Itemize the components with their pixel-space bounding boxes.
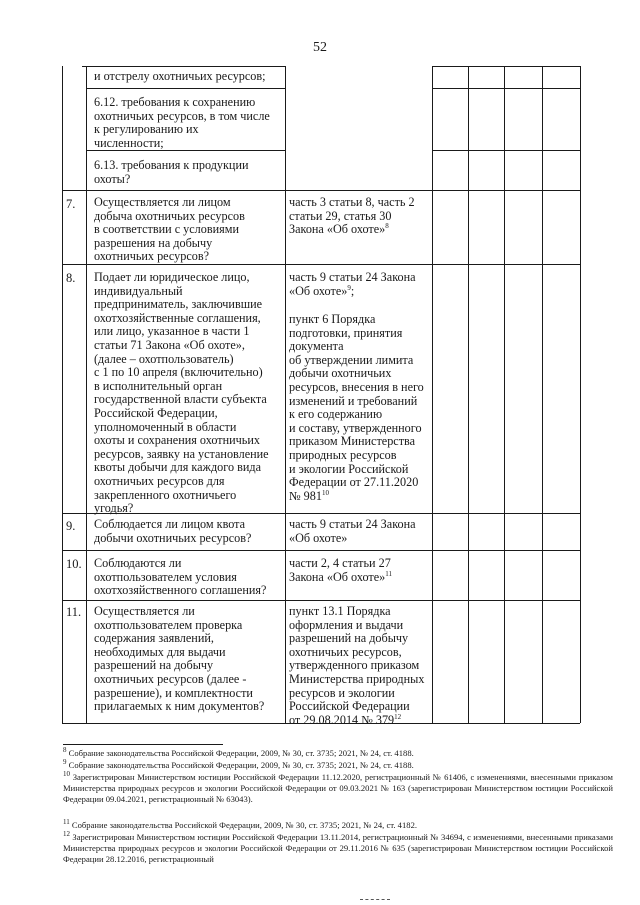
legal-basis-text: пункт 6 Порядка подготовки, принятия документа об утверждении лимита добычи охотничьих ресурсов, внесения в него изменений и требований к его содержанию и составу, утвержденного приказом Министерства природных ресурсов и экологии Российской Федерации от 27.11.2020 № 981 [289,312,424,503]
question-text: Соблюдаются ли охотпользователем условия охотхозяйственного соглашения? [94,556,267,598]
page-number: 52 [313,40,327,55]
legal-basis [289,605,431,727]
footnote-mark: 11 [63,818,70,827]
footnote [63,760,613,771]
footnote-mark: 9 [63,758,67,767]
legal-basis [289,313,431,503]
table-border-top [82,66,285,67]
footnote [63,820,613,831]
row-number: 10. [66,557,82,571]
legal-basis [289,196,431,237]
question-text: 6.12. требования к сохранению охотничьих ресурсов, в том числе к регулированию их численности; [94,95,270,150]
question-text: Соблюдается ли лицом квота добычи охотничьих ресурсов? [94,517,252,545]
question-text: Подает ли юридическое лицо, индивидуальный предприниматель, заключившие охотхозяйственные соглашения, или лицо, указанное в части 1 статьи 71 Закона «Об охоте», (далее – охотпользователь) с 1 по 10 апреля (включительно) в исполнительный орган государственной власти субъекта Российской Федерации, уполномоченный в области охоты и сохранения охотничьих ресурсов, заявку на установление квоты добычи для каждого вида охотничьих ресурсов для закрепленного охотничьего угодья? [94,270,269,516]
footnote [63,832,613,865]
footnote-separator [63,744,223,745]
legal-basis-tail: ; [350,283,355,298]
footnote-text: Зарегистрирован Министерством юстиции Российской Федерации 13.11.2014, регистрационный № 34694, с изменениями, внесенными приказами Министерства природных ресурсов и экологии Российской Федерации от 29.11.2016 № 635 (зарегистрирован Министерством юстиции Российской Федерации 28.12.2016, регистрационный [63,832,613,865]
row-number: 11. [66,605,82,619]
row-number: 9. [66,519,76,533]
footnote [63,748,613,759]
row-number: 7. [66,197,76,211]
column-line [542,66,543,723]
column-line [432,66,433,723]
question-text: 6.13. требования к продукции охоты? [94,158,249,186]
row-divider [433,150,580,151]
legal-basis-text: пункт 13.1 Порядка оформления и выдачи разрешений на добычу охотничьих ресурсов, утвержденного приказом Министерства природных ресурсов и экологии Российской Федерации от 29.08.2014 № 379 [289,604,425,727]
row-divider [62,264,580,265]
legal-basis: часть 9 статьи 24 Закона «Об охоте» [289,517,416,545]
footnote-text: Собрание законодательства Российской Федерации, 2009, № 30, ст. 3735; 2021, № 24, ст. 4188. [66,748,414,758]
footnote-ref: 10 [321,488,329,497]
footnote-text: Собрание законодательства Российской Федерации, 2009, № 30, ст. 3735; 2021, № 24, ст. 4188. [66,760,414,770]
table-border-top-right [432,66,580,67]
row-number: 8. [66,271,76,285]
column-line [504,66,505,723]
footnote-ref: 11 [385,569,392,578]
legal-basis [289,271,431,298]
footnote-ref: 8 [385,222,389,231]
question-text: и отстрелу охотничьих ресурсов; [94,69,266,83]
row-divider [433,88,580,89]
footnote [63,772,613,805]
column-line [86,66,87,723]
column-line [62,66,63,723]
legal-basis-text: части 2, 4 статьи 27 Закона «Об охоте» [289,556,391,584]
legal-basis-text: часть 3 статьи 8, часть 2 статьи 29, статья 30 Закона «Об охоте» [289,195,415,237]
question-text: Осуществляется ли охотпользователем проверка содержания заявлений, необходимых для выдачи разрешений на добычу охотничьих ресурсов (далее - разрешение), и комплектности прилагаемых к ним документов? [94,604,265,714]
footnote-ref: 12 [394,712,402,721]
footnote-mark: 8 [63,746,67,755]
footnote-text: Собрание законодательства Российской Федерации, 2009, № 30, ст. 3735; 2021, № 24, ст. 4182. [69,820,418,830]
column-line [468,66,469,723]
footnote-text: Зарегистрирован Министерством юстиции Российской Федерации 11.12.2020, регистрационный № 61406, с изменениями, внесенными приказом Министерства природных ресурсов и экологии Российской Федерации от 09.03.2021 № 163 (зарегистрирован Министерством юстиции Российской Федерации 09.04.2021, регистрационный № 63043). [63,772,613,805]
question-text: Осуществляется ли лицом добыча охотничьих ресурсов в соответствии с условиями разрешения на добычу охотничьих ресурсов? [94,195,245,264]
row-divider [62,190,580,191]
footnote-mark: 12 [63,830,70,839]
row-divider [86,88,286,89]
row-divider [62,550,580,551]
row-divider [62,600,580,601]
legal-basis-text: часть 9 статьи 24 Закона «Об охоте» [289,270,416,298]
footnote-mark: 10 [63,770,70,779]
scan-mark [360,899,390,902]
column-line [285,66,286,723]
column-line [580,66,581,723]
footnote-ref: 9 [347,283,351,292]
legal-basis [289,557,431,584]
